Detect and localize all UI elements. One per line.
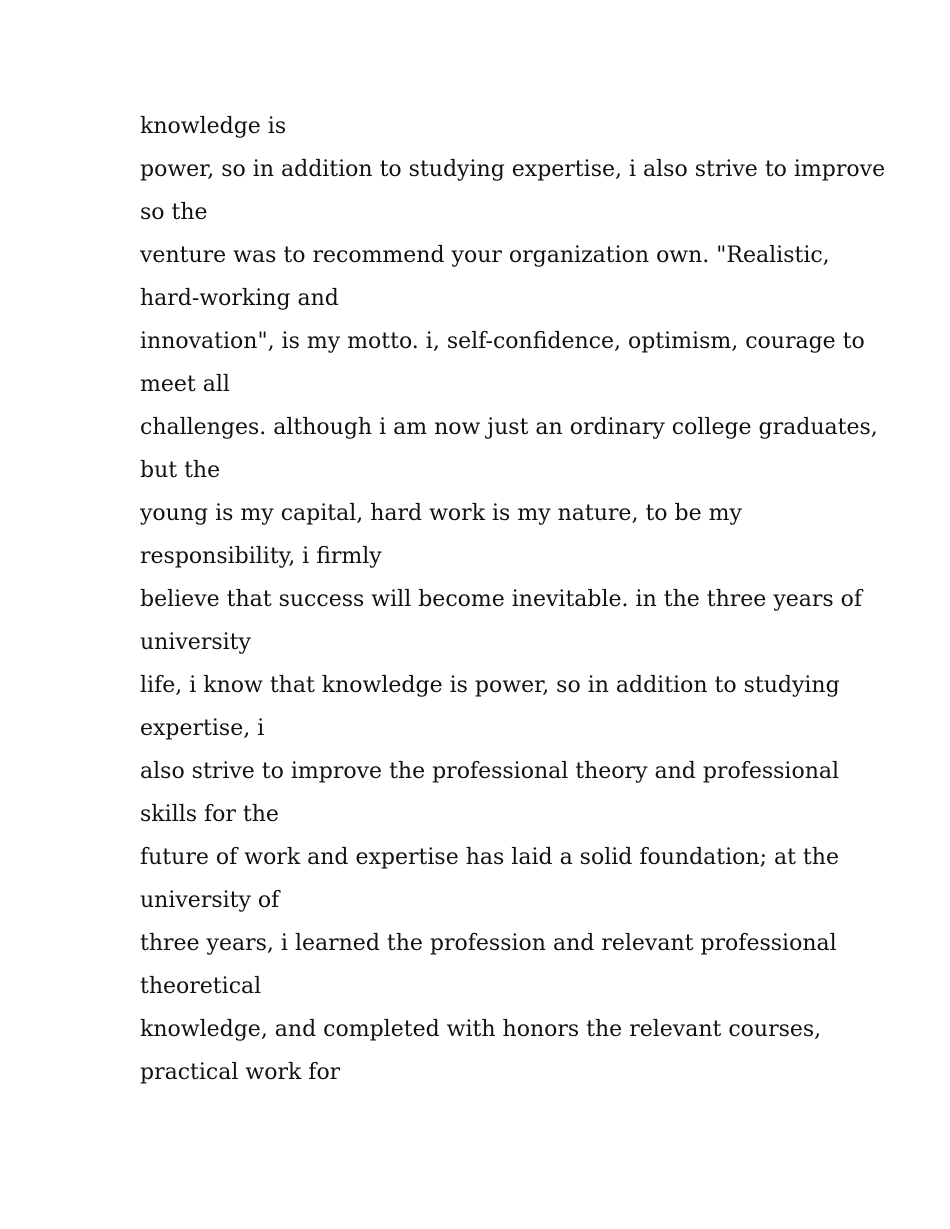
text-line: knowledge is (140, 114, 287, 139)
text-line: power, so in addition to studying expertise, i also strive to improve (140, 157, 886, 182)
text-line: but the (140, 458, 221, 483)
text-line: theoretical (140, 974, 262, 999)
text-line: meet all (140, 372, 230, 397)
text-line: hard-working and (140, 286, 339, 311)
text-line: venture was to recommend your organization own. "Realistic, (140, 243, 830, 268)
text-line: so the (140, 200, 208, 225)
text-line: knowledge, and completed with honors the relevant courses, (140, 1017, 822, 1042)
text-line: university of (140, 888, 280, 913)
text-line: also strive to improve the professional theory and professional (140, 759, 840, 784)
text-line: future of work and expertise has laid a solid foundation; at the (140, 845, 839, 870)
text-line: responsibility, i firmly (140, 544, 382, 569)
text-line: practical work for (140, 1060, 341, 1085)
text-line: believe that success will become inevitable. in the three years of (140, 587, 863, 612)
text-line: challenges. although i am now just an ordinary college graduates, (140, 415, 878, 440)
text-line: skills for the (140, 802, 279, 827)
text-line: expertise, i (140, 716, 265, 741)
text-line: life, i know that knowledge is power, so in addition to studying (140, 673, 840, 698)
body-text (140, 105, 886, 1094)
text-line: university (140, 630, 251, 655)
text-line: innovation", is my motto. i, self-confidence, optimism, courage to (140, 329, 865, 354)
text-line: young is my capital, hard work is my nature, to be my (140, 501, 742, 526)
text-line: three years, i learned the profession and relevant professional (140, 931, 837, 956)
